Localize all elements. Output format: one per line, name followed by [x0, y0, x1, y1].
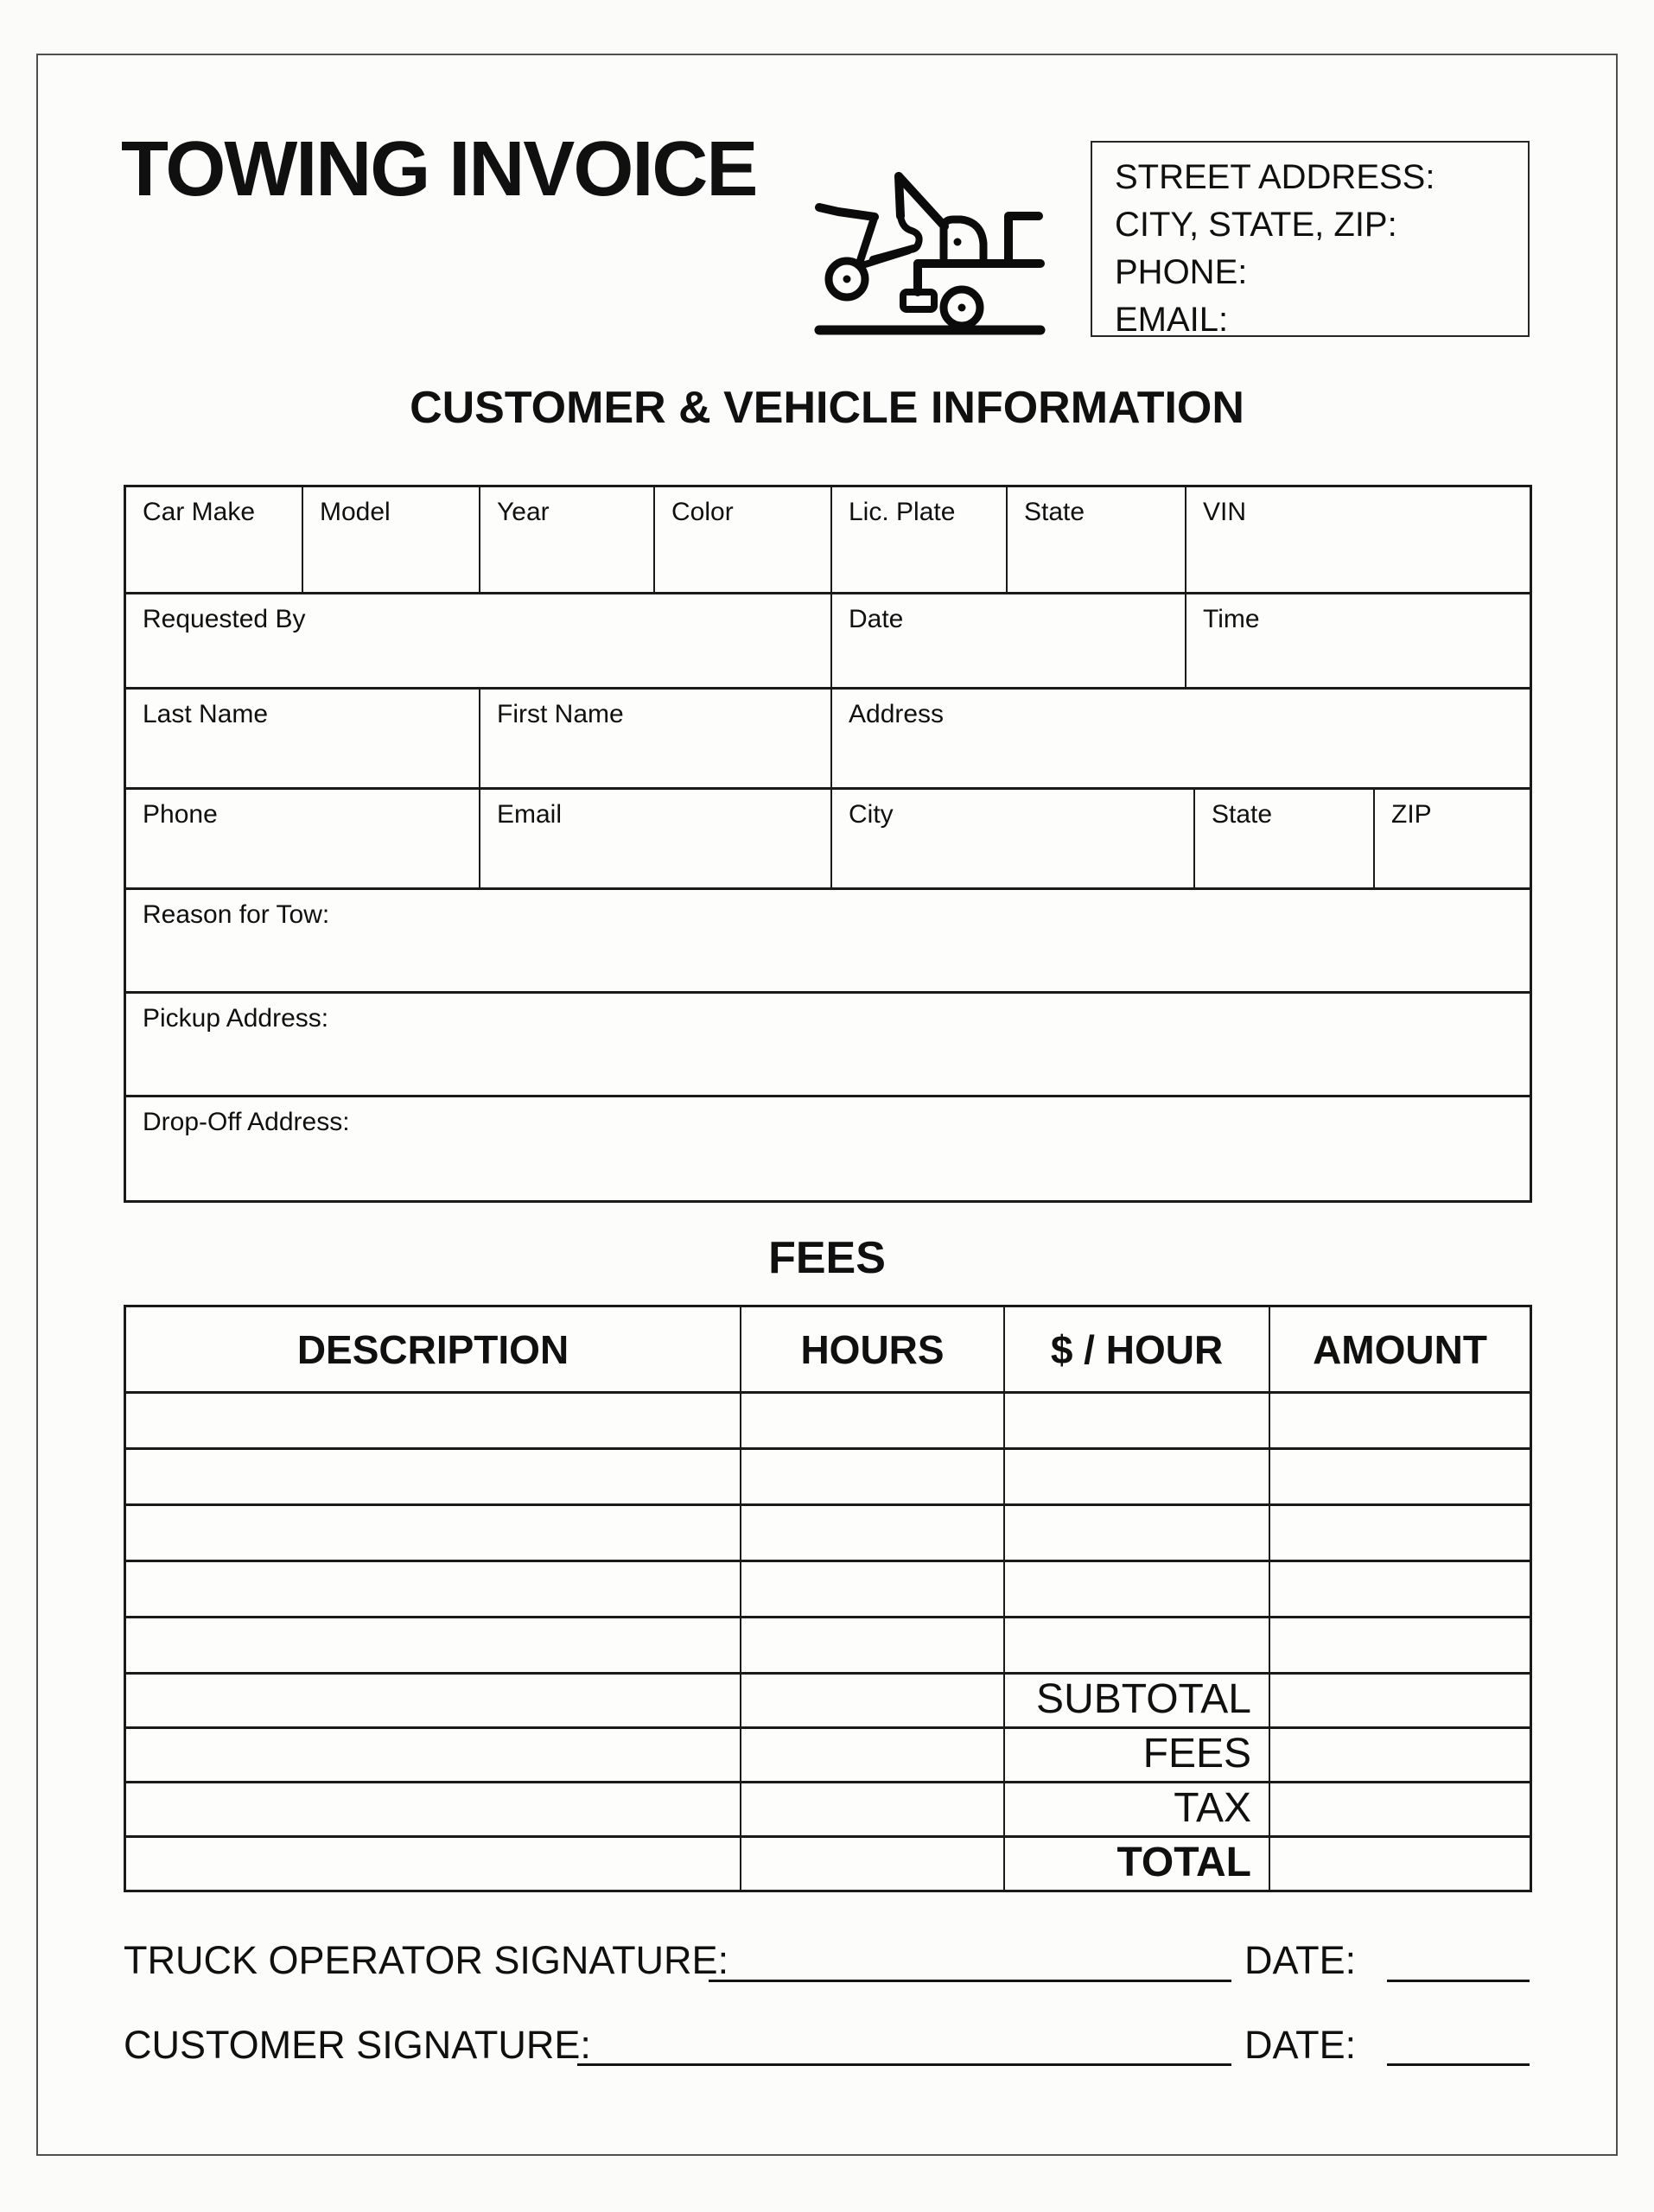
fees-hours-cell[interactable] [741, 1506, 1005, 1560]
fees-description-cell[interactable] [126, 1562, 741, 1616]
field-year[interactable]: Year [480, 487, 655, 592]
fees-hours-cell[interactable] [741, 1783, 1005, 1835]
fees-hours-cell[interactable] [741, 1838, 1005, 1890]
dropoff-row [126, 1097, 1530, 1200]
fees-description-cell[interactable] [126, 1838, 741, 1890]
fees-amount-total-cell[interactable] [1270, 1729, 1530, 1781]
operator-date-line[interactable] [1387, 1980, 1530, 1982]
field-date[interactable]: Date [832, 594, 1186, 687]
field-email[interactable]: Email [480, 790, 832, 887]
fees-fees-row [126, 1729, 1530, 1783]
invoice-title: TOWING INVOICE [121, 126, 757, 213]
fees-description-cell[interactable] [126, 1729, 741, 1781]
tow-truck-icon [812, 164, 1046, 337]
fees-header-row [126, 1307, 1530, 1394]
fees-empty-row [126, 1450, 1530, 1506]
fees-hours-cell[interactable] [741, 1675, 1005, 1726]
fees-col-hours: HOURS [741, 1307, 1005, 1391]
total-amount-cell[interactable] [1270, 1838, 1530, 1890]
fees-total-row [126, 1838, 1530, 1890]
fees-col-rate: $ / HOUR [1005, 1307, 1270, 1391]
field-pickup-address[interactable]: Pickup Address: [143, 1004, 329, 1033]
reason-row [126, 890, 1530, 994]
fees-amount-cell[interactable] [1270, 1450, 1530, 1503]
fees-description-cell[interactable] [126, 1450, 741, 1503]
fees-col-description: DESCRIPTION [126, 1307, 741, 1391]
fees-description-cell[interactable] [126, 1783, 741, 1835]
field-last-name[interactable]: Last Name [126, 690, 480, 787]
field-lic-plate[interactable]: Lic. Plate [832, 487, 1008, 592]
company-city-state-zip-label: CITY, STATE, ZIP: [1115, 206, 1397, 244]
fees-hours-cell[interactable] [741, 1729, 1005, 1781]
field-time[interactable]: Time [1203, 605, 1260, 633]
fees-amount-cell[interactable] [1270, 1618, 1530, 1672]
request-row [126, 594, 1530, 690]
fees-description-cell[interactable] [126, 1675, 741, 1726]
fees-hours-cell[interactable] [741, 1618, 1005, 1672]
operator-signature-label: TRUCK OPERATOR SIGNATURE: [124, 1938, 729, 1982]
operator-date-label: DATE: [1244, 1938, 1357, 1982]
customer-signature-line[interactable] [577, 2063, 1231, 2066]
fees-description-cell[interactable] [126, 1394, 741, 1447]
fees-hours-cell[interactable] [741, 1450, 1005, 1503]
field-phone[interactable]: Phone [126, 790, 480, 887]
pickup-row [126, 994, 1530, 1097]
tax-amount-cell[interactable] [1270, 1783, 1530, 1835]
fees-description-cell[interactable] [126, 1506, 741, 1560]
name-row [126, 690, 1530, 790]
contact-row [126, 790, 1530, 890]
fees-rate-cell[interactable] [1005, 1506, 1270, 1560]
company-info-box [1091, 141, 1530, 337]
customer-vehicle-heading: CUSTOMER & VEHICLE INFORMATION [410, 383, 1244, 433]
field-vin[interactable]: VIN [1203, 498, 1247, 526]
fees-rate-cell[interactable] [1005, 1450, 1270, 1503]
fees-empty-row [126, 1562, 1530, 1618]
fees-hours-cell[interactable] [741, 1394, 1005, 1447]
company-email-label: EMAIL: [1115, 301, 1229, 339]
field-city[interactable]: City [832, 790, 1195, 887]
company-phone-label: PHONE: [1115, 253, 1248, 291]
customer-signature-label: CUSTOMER SIGNATURE: [124, 2023, 591, 2067]
fees-empty-row [126, 1506, 1530, 1562]
fees-col-amount: AMOUNT [1313, 1327, 1487, 1372]
fees-heading: FEES [768, 1233, 886, 1283]
fees-tax-row [126, 1783, 1530, 1838]
field-vehicle-state[interactable]: State [1008, 487, 1186, 592]
field-reason-for-tow[interactable]: Reason for Tow: [143, 900, 330, 929]
fees-rate-cell[interactable] [1005, 1562, 1270, 1616]
field-city-state[interactable]: State [1195, 790, 1375, 887]
subtotal-label: SUBTOTAL [1005, 1675, 1270, 1726]
fees-amount-cell[interactable] [1270, 1394, 1530, 1447]
fees-table [124, 1305, 1532, 1892]
fees-description-cell[interactable] [126, 1618, 741, 1672]
fees-amount-cell[interactable] [1270, 1506, 1530, 1560]
fees-subtotal-row [126, 1675, 1530, 1729]
fees-rate-cell[interactable] [1005, 1394, 1270, 1447]
fees-rate-cell[interactable] [1005, 1618, 1270, 1672]
fees-label: FEES [1005, 1729, 1270, 1781]
tax-label: TAX [1005, 1783, 1270, 1835]
field-model[interactable]: Model [303, 487, 480, 592]
fees-empty-row [126, 1618, 1530, 1675]
total-label: TOTAL [1005, 1838, 1270, 1890]
customer-date-line[interactable] [1387, 2063, 1530, 2066]
vehicle-row [126, 487, 1530, 594]
fees-empty-row [126, 1394, 1530, 1450]
fees-hours-cell[interactable] [741, 1562, 1005, 1616]
field-zip[interactable]: ZIP [1391, 800, 1432, 829]
field-first-name[interactable]: First Name [480, 690, 832, 787]
field-color[interactable]: Color [655, 487, 832, 592]
operator-signature-line[interactable] [709, 1980, 1231, 1982]
company-street-label: STREET ADDRESS: [1115, 158, 1435, 196]
field-dropoff-address[interactable]: Drop-Off Address: [143, 1108, 350, 1136]
field-car-make[interactable]: Car Make [126, 487, 303, 592]
subtotal-amount-cell[interactable] [1270, 1675, 1530, 1726]
field-requested-by[interactable]: Requested By [126, 594, 832, 687]
fees-amount-cell[interactable] [1270, 1562, 1530, 1616]
customer-date-label: DATE: [1244, 2023, 1357, 2067]
customer-vehicle-table [124, 485, 1532, 1203]
field-address[interactable]: Address [849, 700, 945, 728]
